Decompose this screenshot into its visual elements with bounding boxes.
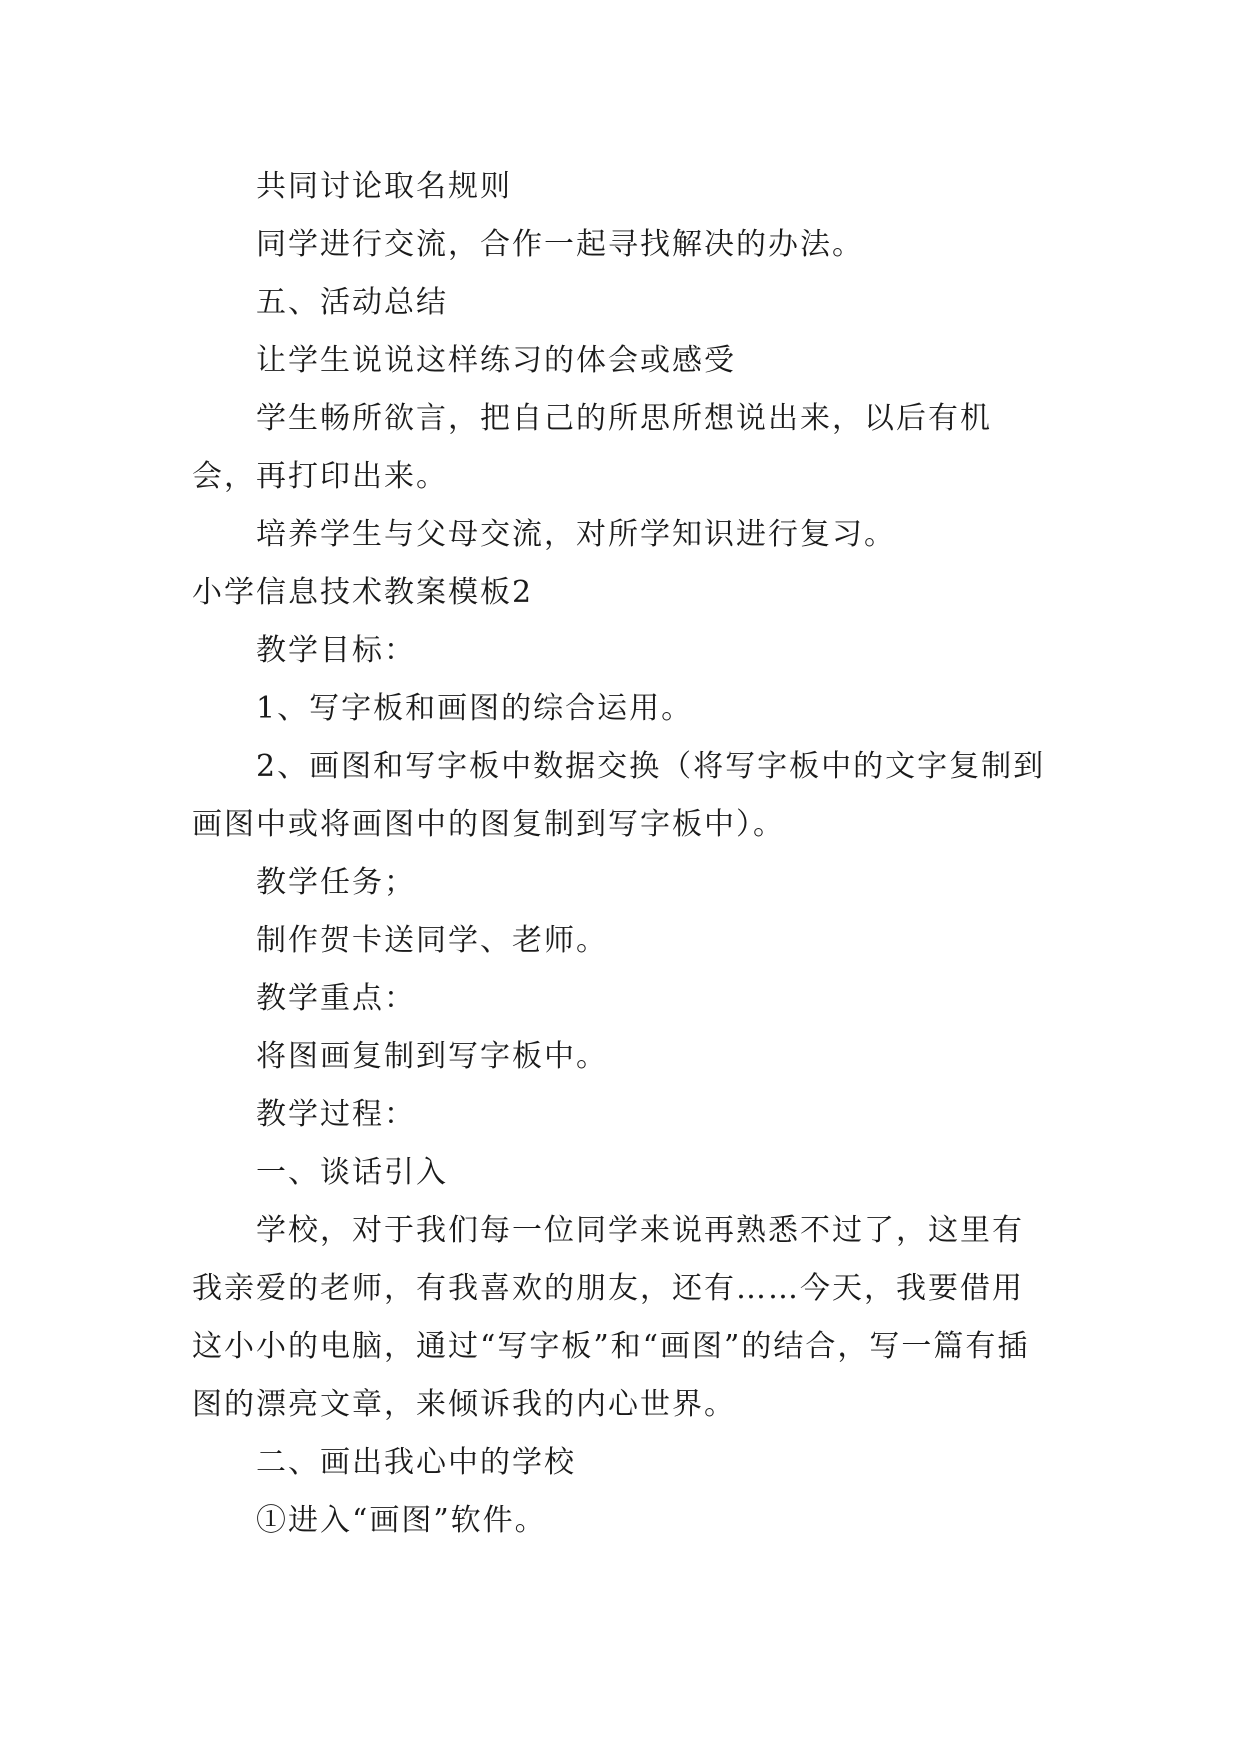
task-description: 制作贺卡送同学、老师。 [256,923,608,958]
label-teaching-process: 教学过程： [256,1097,416,1132]
document-body [192,158,1054,1550]
label-teaching-goals: 教学目标： [256,633,416,668]
step-open-paint: ①进入“画图”软件。 [256,1503,547,1538]
document-title-template-2: 小学信息技术教案模板2 [192,575,534,610]
focus-description: 将图画复制到写字板中。 [256,1039,608,1074]
section-heading-draw-school: 二、画出我心中的学校 [256,1445,576,1480]
paragraph-review: 培养学生与父母交流，对所学知识进行复习。 [256,517,896,552]
goal-item-2: 2、画图和写字板中数据交换（将写字板中的文字复制到画图中或将画图中的图复制到写字板中）。 [192,749,1046,842]
paragraph-exchange: 同学进行交流，合作一起寻找解决的办法。 [256,227,864,262]
label-teaching-task: 教学任务； [256,865,416,900]
goal-item-1: 1、写字板和画图的综合运用。 [256,691,694,726]
label-teaching-focus: 教学重点： [256,981,416,1016]
section-heading-summary: 五、活动总结 [256,285,448,320]
paragraph-naming-rules: 共同讨论取名规则 [256,169,512,204]
paragraph-introduction: 学校，对于我们每一位同学来说再熟悉不过了，这里有我亲爱的老师，有我喜欢的朋友，还有……今天，我要借用这小小的电脑，通过“写字板”和“画图”的结合，写一篇有插图的漂亮文章，来倾诉我的内心世界。 [192,1213,1030,1422]
paragraph-students-speak: 学生畅所欲言，把自己的所思所想说出来，以后有机会，再打印出来。 [192,401,992,494]
paragraph-feedback: 让学生说说这样练习的体会或感受 [256,343,736,378]
section-heading-introduction: 一、谈话引入 [256,1155,448,1190]
